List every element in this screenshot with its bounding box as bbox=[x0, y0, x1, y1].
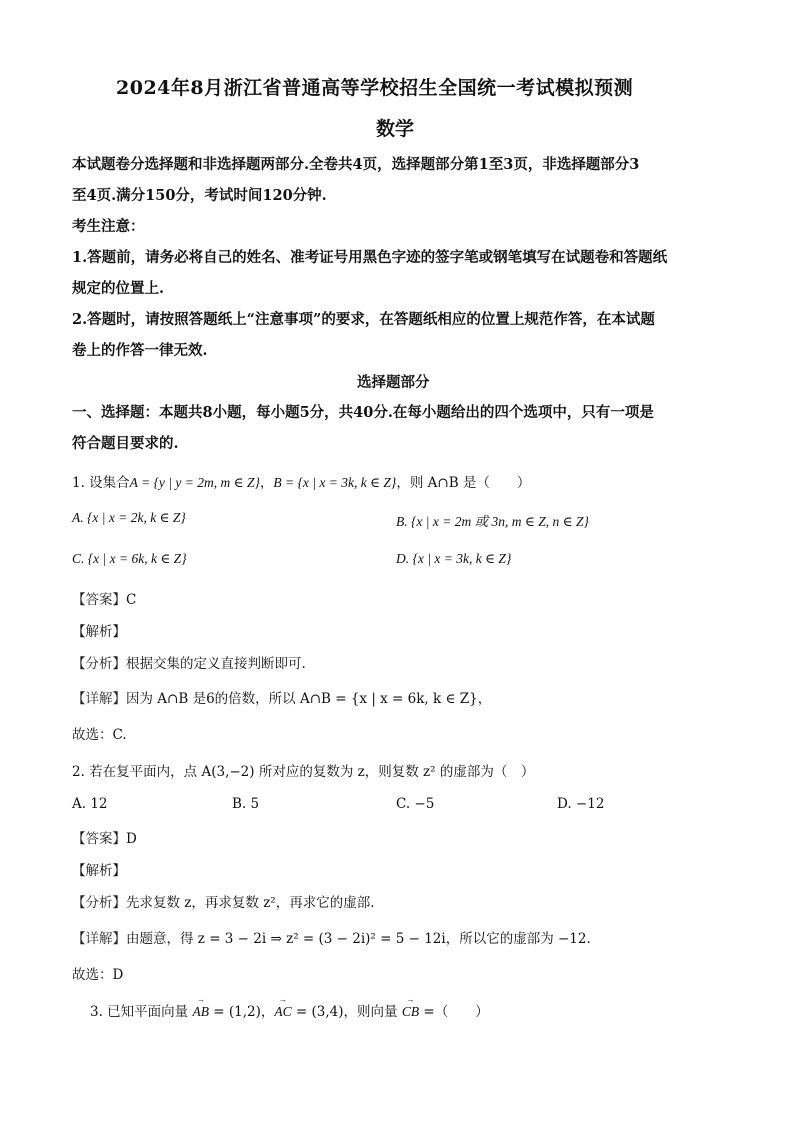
note-2-line-2: 卷上的作答一律无效. bbox=[72, 342, 208, 359]
q1-xiangjie-line bbox=[72, 687, 491, 707]
q1-suffix: ，则 A∩B 是（ ） bbox=[396, 475, 531, 491]
note-1-line-1: 1.答题前，请务必将自己的姓名、准考证号用黑色字迹的签字笔或钢笔填写在试题卷和答题纸 bbox=[72, 249, 668, 266]
note-1-line-2: 规定的位置上. bbox=[72, 280, 165, 297]
q1-answer: C bbox=[126, 592, 137, 608]
exam-title: 2024年8月浙江省普通高等学校招生全国统一考试模拟预测 bbox=[116, 77, 634, 99]
q2-option-d: D. −12 bbox=[557, 796, 605, 812]
q1-xiangjie: 因为 A∩B 是6的倍数，所以 A∩B = {x | x = 6k, k ∈ Z}， bbox=[126, 691, 492, 707]
q1-comma: ， bbox=[259, 475, 274, 491]
answer-tag: 【答案】 bbox=[72, 831, 126, 847]
q2-answer: D bbox=[126, 831, 137, 847]
fenxi-tag: 【分析】 bbox=[72, 895, 126, 911]
question-3-stem bbox=[90, 1000, 489, 1020]
q2-option-c: C. −5 bbox=[396, 796, 435, 812]
xiangjie-tag: 【详解】 bbox=[72, 931, 126, 947]
answer-tag: 【答案】 bbox=[72, 592, 126, 608]
subject-title: 数学 bbox=[376, 118, 415, 140]
question-1-stem bbox=[72, 471, 530, 491]
q2-fenxi: 先求复数 z，再求复数 z²，再求它的虚部. bbox=[126, 895, 375, 911]
q2-choice: 故选：D bbox=[72, 967, 124, 983]
q1-prefix: 1. 设集合 bbox=[72, 475, 130, 491]
q1-set-a: A = {y | y = 2m, m ∈ Z} bbox=[129, 475, 260, 490]
intro-line-1: 本试题卷分选择题和非选择题两部分.全卷共4页，选择题部分第1至3页，非选择题部分3 bbox=[72, 156, 640, 173]
q1-option-d: D. {x | x = 3k, k ∈ Z} bbox=[396, 551, 512, 566]
q1-answer-line bbox=[72, 588, 136, 608]
q1-option-a: A. {x | x = 2k, k ∈ Z} bbox=[72, 510, 186, 525]
q2-fenxi-line bbox=[72, 891, 375, 911]
q1-fenxi: 根据交集的定义直接判断即可. bbox=[126, 656, 306, 672]
q2-xiangjie-line bbox=[72, 927, 591, 947]
vector-ac: → AC bbox=[274, 1004, 291, 1020]
q1-option-c: C. {x | x = 6k, k ∈ Z} bbox=[72, 551, 187, 566]
section-heading: 选择题部分 bbox=[357, 374, 430, 391]
vector-ab: → AB bbox=[192, 1004, 209, 1020]
q2-xiangjie: 由题意，得 z = 3 − 2i ⇒ z² = (3 − 2i)² = 5 − 12i，所以它的虚部为 −12. bbox=[126, 931, 591, 947]
question-2-stem: 2. 若在复平面内，点 A(3,−2) 所对应的复数为 z，则复数 z² 的虚部为（ ） bbox=[72, 764, 535, 780]
q1-analysis-tag: 【解析】 bbox=[72, 624, 126, 640]
vector-cb: → CB bbox=[402, 1004, 419, 1020]
q3-suffix: =（ ） bbox=[419, 1004, 489, 1020]
section-desc-line-1: 一、选择题：本题共8小题，每小题5分，共40分.在每小题给出的四个选项中，只有一项是 bbox=[72, 404, 654, 421]
q3-ac-value: = (3,4)，则向量 bbox=[291, 1004, 402, 1020]
q3-prefix: 3. 已知平面向量 bbox=[90, 1004, 193, 1020]
note-2-line-1: 2.答题时，请按照答题纸上“注意事项”的要求，在答题纸相应的位置上规范作答，在本试题 bbox=[72, 311, 655, 328]
q1-fenxi-line bbox=[72, 652, 306, 672]
intro-line-2: 至4页.满分150分，考试时间120分钟. bbox=[72, 187, 327, 204]
fenxi-tag: 【分析】 bbox=[72, 656, 126, 672]
q1-choice: 故选：C. bbox=[72, 727, 127, 743]
q2-option-b: B. 5 bbox=[232, 796, 260, 812]
q2-answer-line bbox=[72, 827, 137, 847]
notice-heading: 考生注意： bbox=[72, 218, 145, 235]
xiangjie-tag: 【详解】 bbox=[72, 691, 126, 707]
q1-set-b: B = {x | x = 3k, k ∈ Z} bbox=[273, 475, 397, 490]
q2-option-a: A. 12 bbox=[72, 796, 108, 812]
q1-option-b: B. {x | x = 2m 或 3n, m ∈ Z, n ∈ Z} bbox=[396, 514, 589, 529]
q2-analysis-tag: 【解析】 bbox=[72, 863, 126, 879]
q3-ab-value: = (1,2)， bbox=[208, 1004, 275, 1020]
section-desc-line-2: 符合题目要求的. bbox=[72, 435, 179, 452]
